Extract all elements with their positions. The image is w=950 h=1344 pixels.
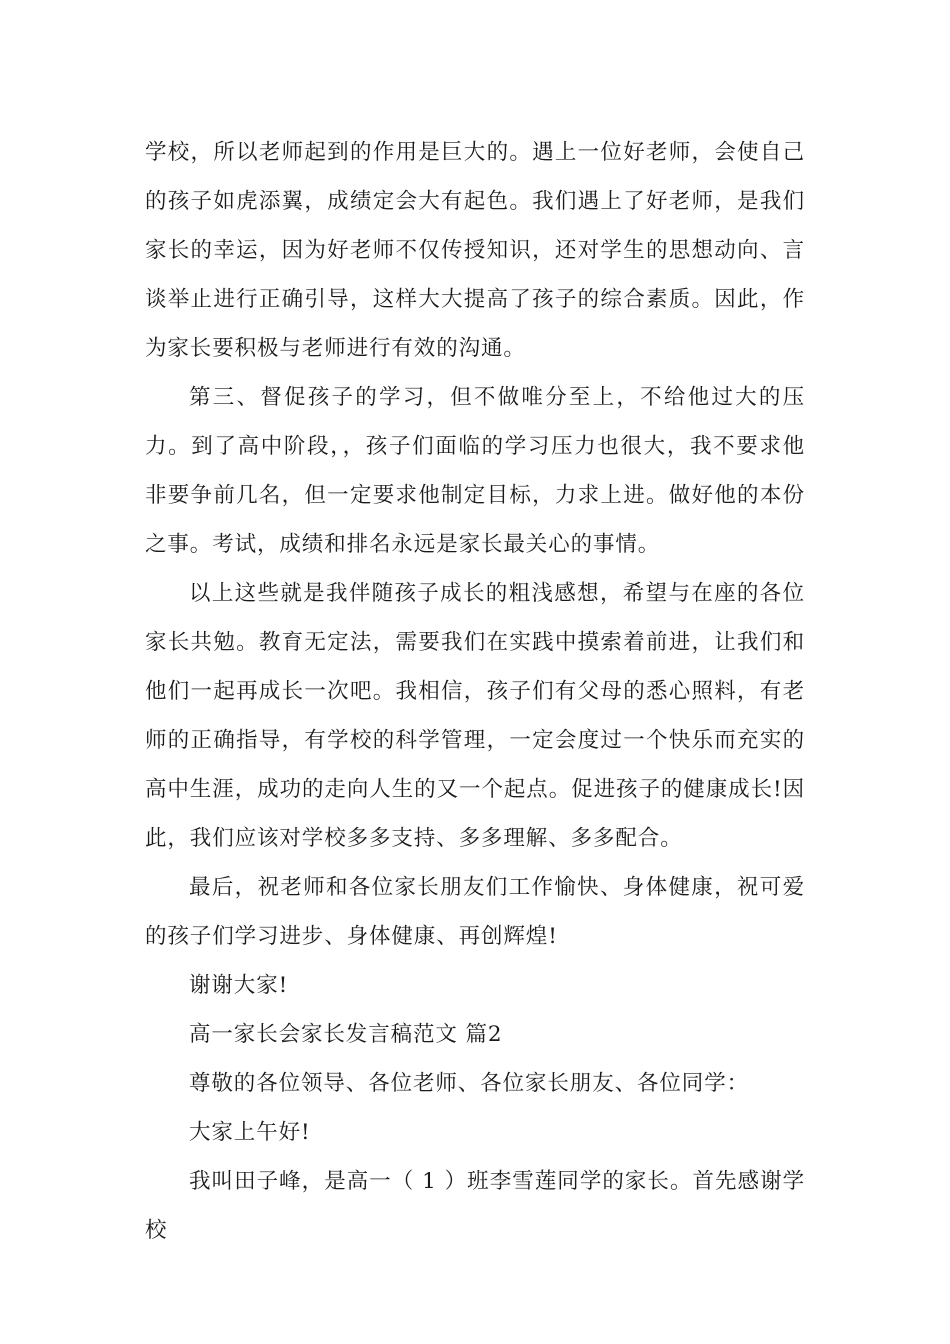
paragraph-greeting: 大家上午好! [189, 1120, 311, 1145]
paragraph-reflections: 以上这些就是我伴随孩子成长的粗浅感想，希望与在座的各位家长共勉。教育无定法，需要我们在实践中摸索着前进，让我们和他们一起再成长一次吧。我相信，孩子们有父母的悉心照料，有老师的正确指导，有学校的科学管理，一定会度过一个快乐而充实的高中生涯，成功的走向人生的又一个起点。促进孩子的健康成长!因此，我们应该对学校多多支持、多多理解、多多配合。 [145, 581, 805, 851]
paragraph-supervise-study: 第三、督促孩子的学习，但不做唯分至上，不给他过大的压力。到了高中阶段，，孩子们面临的学习压力也很大，我不要求他非要争前几名，但一定要求他制定目标，力求上进。做好他的本份之事。考试，成绩和排名永远是家长最关心的事情。 [145, 385, 805, 557]
paragraph-introduction: 我叫田子峰，是高一（ 1 ）班李雪莲同学的家长。首先感谢学校 [145, 1169, 805, 1243]
section-heading: 高一家长会家长发言稿范文 篇2 [189, 1022, 503, 1047]
document-page [145, 128, 805, 1255]
paragraph-wishes: 最后，祝老师和各位家长朋友们工作愉快、身体健康，祝可爱的孩子们学习进步、身体健康、再创辉煌! [145, 875, 805, 949]
paragraph-teacher-role: 学校，所以老师起到的作用是巨大的。遇上一位好老师，会使自己的孩子如虎添翼，成绩定会大有起色。我们遇上了好老师，是我们家长的幸运，因为好老师不仅传授知识，还对学生的思想动向、言谈举止进行正确引导，这样大大提高了孩子的综合素质。因此，作为家长要积极与老师进行有效的沟通。 [145, 140, 805, 361]
paragraph-salutation: 尊敬的各位领导、各位老师、各位家长朋友、各位同学： [189, 1071, 750, 1096]
paragraph-thanks: 谢谢大家! [189, 973, 289, 998]
